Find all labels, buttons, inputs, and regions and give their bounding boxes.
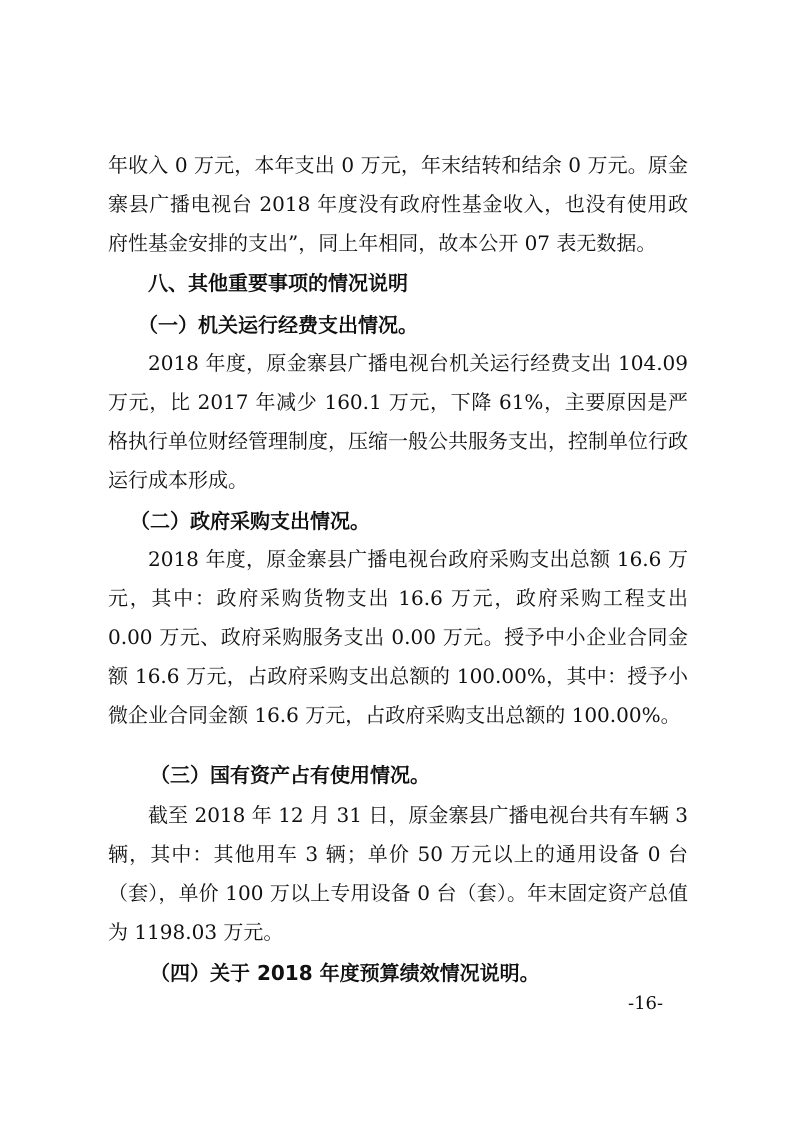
subsection-3-heading: （三）国有资产占有使用情况。 bbox=[150, 763, 430, 787]
subsection-1-body: 2018 年度，原金寨县广播电视台机关运行经费支出 104.09 万元，比 2017 年减少 160.1 万元，下降 61%，主要原因是严格执行单位财经管理制度，压缩一般公共服务支出，控制单位行政运行成本形成。 bbox=[108, 351, 688, 492]
subsection-2-heading: （二）政府采购支出情况。 bbox=[130, 509, 370, 533]
section-8-heading: 八、其他重要事项的情况说明 bbox=[148, 271, 408, 295]
subsection-2-body: 2018 年度，原金寨县广播电视台政府采购支出总额 16.6 万元，其中：政府采购货物支出 16.6 万元，政府采购工程支出 0.00 万元、政府采购服务支出 0.00 万元。授予中小企业合同金额 16.6 万元，占政府采购支出总额的 100.00%，其中：授予小微企业合同金额 16.6 万元，占政府采购支出总额的 100.00%。 bbox=[108, 547, 688, 727]
page-number: -16- bbox=[628, 993, 664, 1014]
subsection-4-heading: （四）关于 2018 年度预算绩效情况说明。 bbox=[150, 961, 540, 985]
subsection-1-heading: （一）机关运行经费支出情况。 bbox=[138, 313, 418, 337]
continuation-paragraph: 年收入 0 万元，本年支出 0 万元，年末结转和结余 0 万元。原金寨县广播电视台 2018 年度没有政府性基金收入，也没有使用政府性基金安排的支出”，同上年相同，故本公开 07 表无数据。 bbox=[108, 153, 688, 255]
subsection-3-body: 截至 2018 年 12 月 31 日，原金寨县广播电视台共有车辆 3 辆，其中：其他用车 3 辆；单价 50 万元以上的通用设备 0 台（套），单价 100 万以上专用设备 0 台（套）。年末固定资产总值为 1198.03 万元。 bbox=[108, 803, 688, 944]
